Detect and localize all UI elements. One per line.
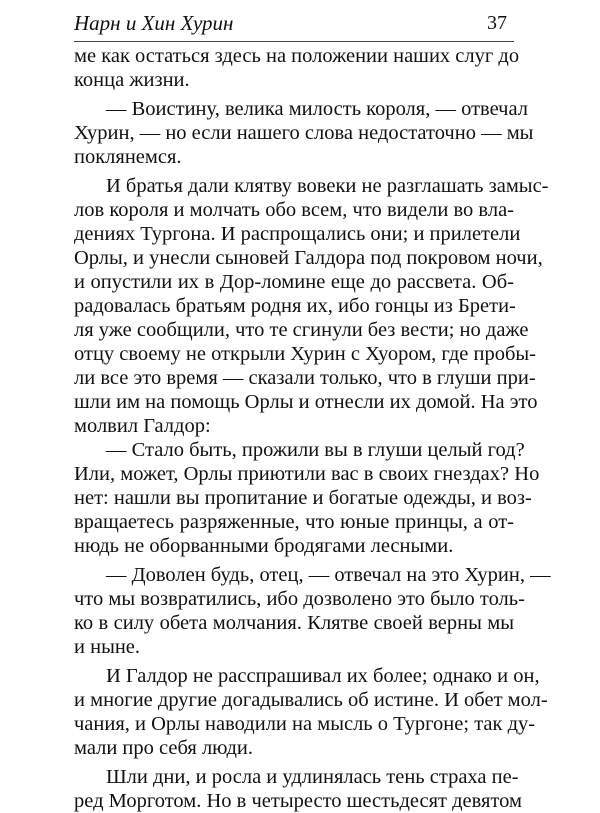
text-line: дениях Тургона. И распрощались они; и прилетели: [74, 223, 521, 245]
text-line: И Галдор не расспрашивал их более; однако и он,: [106, 665, 540, 687]
text-line: ли все это время — сказали только, что в глуши при-: [74, 367, 536, 389]
text-line: чания, и Орлы наводили на мысль о Тургоне; так ду-: [74, 713, 536, 735]
text-line: — Стало быть, прожили вы в глуши целый год?: [106, 439, 525, 461]
text-line: — Доволен будь, отец, — отвечал на это Хурин, —: [106, 564, 551, 586]
text-line: мали про себя люди.: [74, 737, 253, 759]
body-text: [74, 44, 551, 813]
text-line: ко в силу обета молчания. Клятве своей верны мы: [74, 612, 514, 634]
text-line: вращаетесь разряженные, что юные принцы, а от-: [74, 511, 514, 533]
text-line: Хурин, — но если нашего слова недостаточно — мы: [74, 122, 534, 144]
text-line: и многие другие догадывались об истине. И обет мол-: [74, 689, 548, 711]
text-line: поклянемся.: [74, 146, 182, 168]
text-line: нет: нашли вы пропитание и богатые одежды, и воз-: [74, 487, 532, 509]
text-line: ля уже сообщили, что те сгинули без вести; но даже: [74, 319, 529, 341]
text-line: Орлы, и унесли сыновей Галдора под покровом ночи,: [74, 247, 543, 269]
text-line: молвил Галдор:: [74, 415, 211, 437]
text-line: конца жизни.: [74, 69, 190, 91]
page-number: 37: [487, 12, 507, 34]
text-line: что мы возвратились, ибо дозволено это было толь-: [74, 588, 525, 610]
text-line: — Воистину, велика милость короля, — отвечал: [106, 98, 529, 120]
text-line: ме как остаться здесь на положении наших слуг до: [74, 45, 520, 67]
text-line: радовалась братьям родня их, ибо гонцы из Брети-: [74, 295, 516, 317]
text-line: и опустили их в Дор-ломине еще до рассвета. Об-: [74, 271, 514, 293]
header-rule: [74, 41, 514, 42]
text-line: ред Морготом. Но в четыресто шестьдесят девятом: [74, 790, 522, 812]
text-line: и ныне.: [74, 636, 141, 658]
text-line: Шли дни, и росла и удлинялась тень страха пе-: [106, 766, 519, 788]
text-line: лов короля и молчать обо всем, что видели во вла-: [74, 199, 514, 221]
text-line: Или, может, Орлы приютили вас в своих гнездах? Но: [74, 463, 540, 485]
text-line: И братья дали клятву вовеки не разглашать замыс-: [106, 175, 549, 197]
running-head-title: Нарн и Хин Хурин: [74, 11, 234, 35]
text-line: шли им на помощь Орлы и отнесли их домой. На это: [74, 391, 538, 413]
text-line: отцу своему не открыли Хурин с Хуором, где пробы-: [74, 343, 536, 365]
text-line: нюдь не оборванными бродягами лесными.: [74, 535, 454, 557]
